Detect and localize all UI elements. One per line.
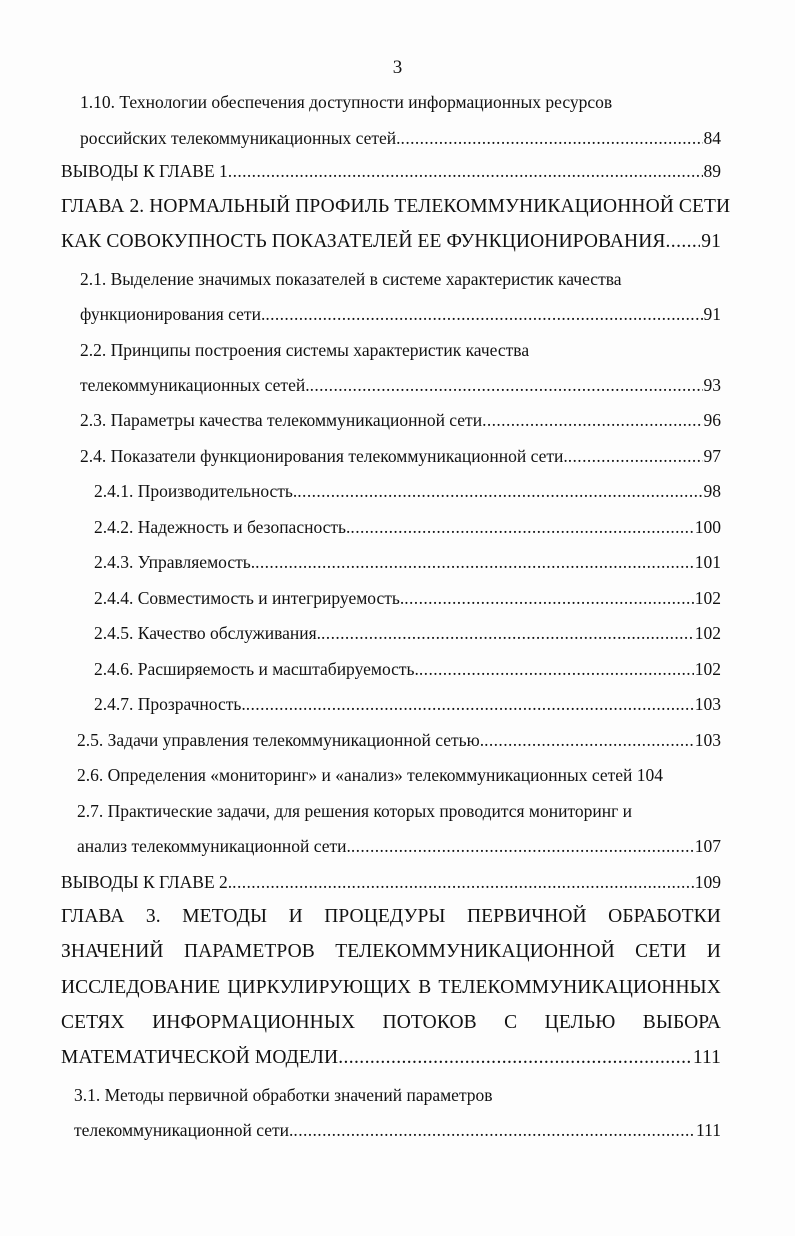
toc-page-number: 93 — [703, 375, 721, 395]
toc-entry-2-7 — [77, 835, 721, 857]
toc-entry-2-4-3 — [94, 551, 721, 573]
page-number: 3 — [392, 57, 403, 78]
toc-page-number: 98 — [703, 481, 721, 501]
dot-leader — [265, 303, 702, 325]
toc-page-number: 111 — [692, 1047, 721, 1068]
toc-entry-2-7-title: 2.7. Практические задачи, для решения которых проводится мониторинг и — [77, 801, 633, 821]
toc-entry-2-4-6 — [94, 658, 721, 680]
toc-page-number: 102 — [694, 623, 721, 643]
toc-entry-text: 2.4.7. Прозрачность. — [94, 694, 246, 714]
word: ИНФОРМАЦИОННЫХ — [152, 1012, 356, 1033]
toc-page-number: 103 — [694, 730, 721, 750]
toc-page-number: 104 — [636, 765, 664, 785]
dot-leader — [246, 693, 694, 715]
toc-chapter-3-line-3 — [61, 977, 721, 999]
dot-leader — [401, 127, 703, 149]
toc-entry-text: 2.4.1. Производительность. — [94, 481, 298, 501]
dot-leader — [484, 729, 694, 751]
toc-chapter-2 — [61, 231, 721, 253]
dot-leader — [293, 1119, 695, 1141]
toc-entry-text: 2.6. Определения «мониторинг» и «анализ» телекоммуникационных сетей — [77, 765, 633, 785]
dot-leader — [321, 622, 694, 644]
toc-conclusions-ch2 — [61, 871, 721, 893]
word: МЕТОДЫ — [182, 906, 268, 927]
toc-chapter-3 — [61, 1047, 721, 1069]
toc-page-number: 103 — [694, 694, 721, 714]
toc-entry-text: 2.4.4. Совместимость и интегрируемость. — [94, 588, 405, 608]
toc-page-number: 100 — [694, 517, 721, 537]
toc-entry-2-4-7 — [94, 693, 721, 715]
word: ТЕЛЕКОММУНИКАЦИОННОЙ — [335, 941, 615, 962]
dot-leader — [666, 231, 701, 253]
toc-entry-text: 2.4.3. Управляемость. — [94, 552, 256, 572]
toc-entry-text: ВЫВОДЫ К ГЛАВЕ 2. — [61, 872, 233, 892]
toc-entry-2-2-title: 2.2. Принципы построения системы характеристик качества — [80, 340, 530, 360]
dot-leader — [338, 1047, 692, 1069]
toc-entry-2-1 — [80, 303, 721, 325]
toc-entry-text: 2.4. Показатели функционирования телекоммуникационной сети. — [80, 446, 568, 466]
word: ПЕРВИЧНОЙ — [466, 906, 587, 927]
word: И — [288, 906, 303, 927]
toc-page-number: 91 — [703, 304, 721, 324]
word: 3. — [145, 906, 161, 927]
word: ПРОЦЕДУРЫ — [324, 906, 446, 927]
toc-conclusions-ch1 — [61, 160, 721, 182]
word: СЕТИ — [635, 941, 687, 962]
toc-entry-1-10 — [80, 127, 721, 149]
word: В — [418, 977, 432, 998]
toc-page-number: 91 — [701, 231, 721, 252]
toc-entry-1-10-title: 1.10. Технологии обеспечения доступности информационных ресурсов — [80, 92, 613, 112]
toc-page-number: 101 — [694, 552, 721, 572]
toc-page-number: 97 — [703, 446, 721, 466]
toc-entry-text: функционирования сети. — [80, 304, 266, 324]
toc-page-number: 89 — [703, 161, 721, 181]
toc-page-number: 96 — [703, 410, 721, 430]
toc-entry-text: телекоммуникационных сетей. — [80, 375, 310, 395]
word: И — [706, 941, 721, 962]
toc-entry-2-4-1 — [94, 480, 721, 502]
dot-leader — [228, 160, 703, 182]
toc-entry-text: ВЫВОДЫ К ГЛАВЕ 1 — [61, 161, 228, 181]
dot-leader — [482, 409, 702, 431]
toc-entry-2-4-5 — [94, 622, 721, 644]
word: ЗНАЧЕНИЙ — [61, 941, 164, 962]
toc-entry-2-4-4 — [94, 587, 721, 609]
word: ЦИРКУЛИРУЮЩИХ — [227, 977, 412, 998]
toc-page-number: 102 — [694, 659, 721, 679]
toc-chapter-3-line-2 — [61, 941, 721, 963]
toc-entry-text: телекоммуникационной сети. — [74, 1120, 294, 1140]
word: ПОТОКОВ — [382, 1012, 477, 1033]
toc-chapter-2-title: ГЛАВА 2. НОРМАЛЬНЫЙ ПРОФИЛЬ ТЕЛЕКОММУНИКАЦИОННОЙ СЕТИ — [61, 196, 731, 217]
toc-chapter-3-line-1 — [61, 906, 721, 928]
toc-entry-text: 2.3. Параметры качества телекоммуникационной сети — [80, 410, 483, 430]
dot-leader — [404, 587, 694, 609]
dot-leader — [232, 871, 694, 893]
toc-page-number: 107 — [694, 836, 721, 856]
toc-entry-2-1-title: 2.1. Выделение значимых показателей в системе характеристик качества — [80, 269, 622, 289]
toc-chapter-3-line-4 — [61, 1012, 721, 1034]
dot-leader — [419, 658, 694, 680]
toc-entry-2-4-2 — [94, 516, 721, 538]
toc-entry-text: 2.4.5. Качество обслуживания. — [94, 623, 322, 643]
toc-entry-text: КАК СОВОКУПНОСТЬ ПОКАЗАТЕЛЕЙ ЕЕ ФУНКЦИОНИРОВАНИЯ — [61, 231, 666, 252]
toc-entry-3-1 — [74, 1119, 721, 1141]
word: ЦЕЛЬЮ — [544, 1012, 616, 1033]
toc-entry-text: 2.4.2. Надежность и безопасность. — [94, 517, 351, 537]
toc-page-number: 102 — [694, 588, 721, 608]
word: ПАРАМЕТРОВ — [183, 941, 315, 962]
dot-leader — [568, 445, 703, 467]
word: С — [504, 1012, 518, 1033]
toc-entry-2-2 — [80, 374, 721, 396]
toc-entry-2-6 — [77, 764, 721, 786]
dot-leader — [351, 835, 694, 857]
toc-entry-text: 2.5. Задачи управления телекоммуникационной сетью. — [77, 730, 485, 750]
toc-page-number: 109 — [694, 872, 721, 892]
toc-page-number: 111 — [696, 1120, 721, 1140]
toc-entry-2-4 — [80, 445, 721, 467]
toc-entry-2-3 — [80, 409, 721, 431]
toc-entry-text: 2.4.6. Расширяемость и масштабируемость. — [94, 659, 419, 679]
word: ТЕЛЕКОММУНИКАЦИОННЫХ — [438, 977, 721, 998]
word: ГЛАВА — [61, 906, 125, 927]
word: ВЫБОРА — [642, 1012, 721, 1033]
dot-leader — [255, 551, 694, 573]
toc-entry-3-1-title: 3.1. Методы первичной обработки значений параметров — [74, 1085, 493, 1105]
toc-entry-text: анализ телекоммуникационной сети. — [77, 836, 351, 856]
word: ИССЛЕДОВАНИЕ — [61, 977, 221, 998]
word: СЕТЯХ — [61, 1012, 125, 1033]
dot-leader — [297, 480, 702, 502]
dot-leader — [350, 516, 693, 538]
toc-entry-text: российских телекоммуникационных сетей. — [80, 128, 401, 148]
word: ОБРАБОТКИ — [608, 906, 721, 927]
dot-leader — [310, 374, 703, 396]
toc-entry-text: МАТЕМАТИЧЕСКОЙ МОДЕЛИ — [61, 1047, 339, 1068]
toc-page-number: 84 — [703, 128, 721, 148]
toc-entry-2-5 — [77, 729, 721, 751]
